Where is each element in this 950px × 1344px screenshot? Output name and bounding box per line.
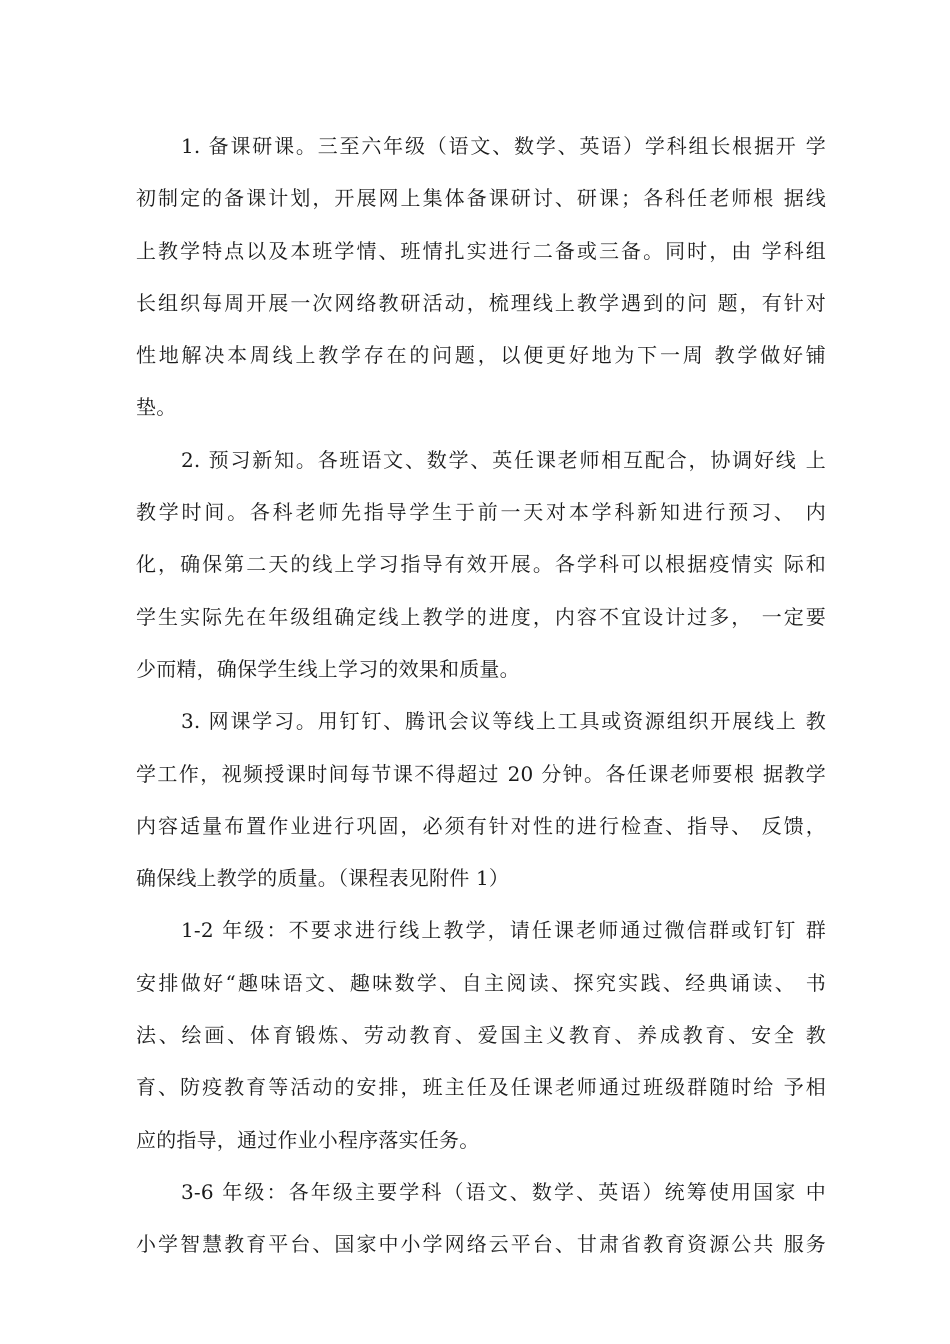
paragraph-2-line-5: 少而精，确保学生线上学习的效果和质量。 [136, 656, 520, 681]
paragraph-1-line-1: 1. 备课研课。三至六年级（语文、数学、英语）学科组长根据开 学 [181, 134, 826, 158]
paragraph-3-line-4: 确保线上教学的质量。（课程表见附件 1） [136, 866, 510, 891]
paragraph-3-line-2: 学工作，视频授课时间每节课不得超过 20 分钟。各任课老师要根 据教学 [136, 761, 826, 786]
paragraph-4-line-4: 育、防疫教育等活动的安排，班主任及任课老师通过班级群随时给 予相 [136, 1075, 826, 1100]
paragraph-5-line-1: 3-6 年级：各年级主要学科（语文、数学、英语）统筹使用国家 中 [181, 1179, 826, 1204]
paragraph-3-line-3: 内容适量布置作业进行巩固，必须有针对性的进行检查、指导、 反馈， [136, 813, 826, 838]
paragraph-4-line-1: 1-2 年级：不要求进行线上教学，请任课老师通过微信群或钉钉 群 [181, 918, 826, 943]
paragraph-2-line-4: 学生实际先在年级组确定线上教学的进度，内容不宜设计过多， 一定要 [136, 604, 826, 629]
paragraph-1-line-2: 初制定的备课计划，开展网上集体备课研讨、研课；各科任老师根 据线 [136, 186, 826, 211]
paragraph-4-line-3: 法、绘画、体育锻炼、劳动教育、爱国主义教育、养成教育、安全 教 [136, 1023, 826, 1048]
paragraph-2-line-1: 2. 预习新知。各班语文、数学、英任课老师相互配合，协调好线 上 [181, 447, 826, 472]
paragraph-4-line-2: 安排做好“趣味语文、趣味数学、自主阅读、探究实践、经典诵读、 书 [136, 970, 826, 995]
paragraph-5-line-2: 小学智慧教育平台、国家中小学网络云平台、甘肃省教育资源公共 服务 [136, 1232, 826, 1257]
paragraph-1-line-4: 长组织每周开展一次网络教研活动，梳理线上教学遇到的问 题，有针对 [136, 290, 826, 315]
paragraph-1-line-3: 上教学特点以及本班学情、班情扎实进行二备或三备。同时，由 学科组 [136, 238, 826, 263]
paragraph-2-line-2: 教学时间。各科老师先指导学生于前一天对本学科新知进行预习、 内 [136, 500, 826, 525]
document-body [136, 120, 826, 1271]
paragraph-1-line-6: 垫。 [136, 395, 177, 420]
paragraph-4-line-5: 应的指导，通过作业小程序落实任务。 [136, 1127, 480, 1152]
paragraph-2-line-3: 化，确保第二天的线上学习指导有效开展。各学科可以根据疫情实 际和 [136, 552, 826, 577]
paragraph-1-line-5: 性地解决本周线上教学存在的问题，以便更好地为下一周 教学做好铺 [136, 343, 826, 368]
paragraph-3-line-1: 3. 网课学习。用钉钉、腾讯会议等线上工具或资源组织开展线上 教 [181, 709, 826, 734]
